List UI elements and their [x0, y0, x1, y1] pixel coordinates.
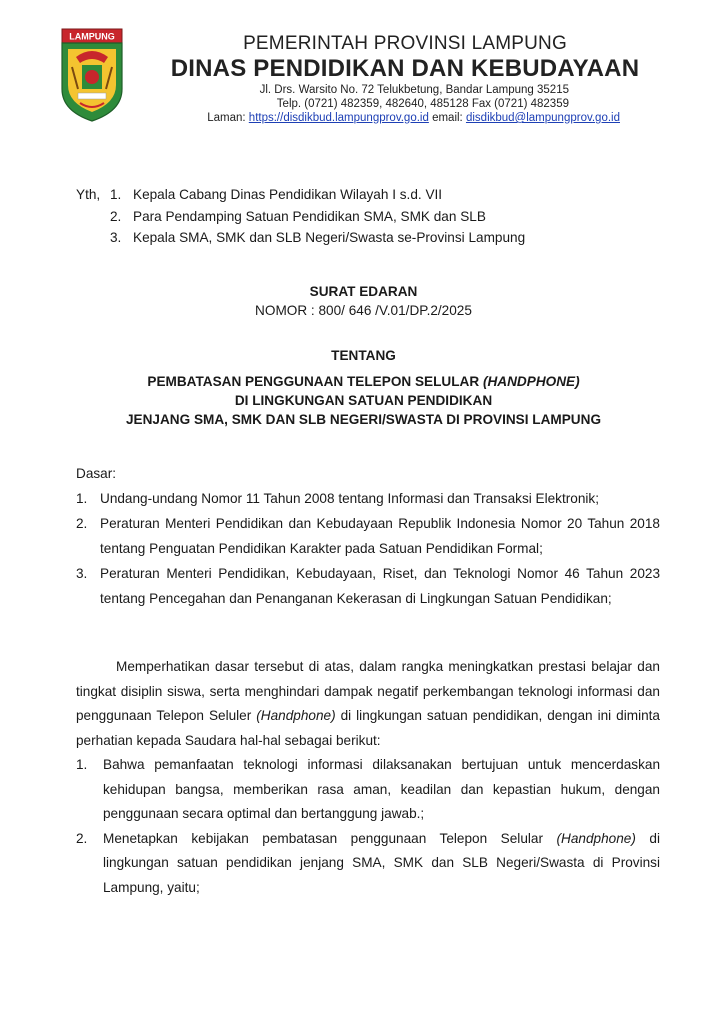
subject-line-2: DI LINGKUNGAN SATUAN PENDIDIKAN	[234, 393, 493, 408]
recipient-row	[76, 227, 636, 249]
list-item	[76, 753, 660, 827]
point2-text-a: Menetapkan kebijakan pembatasan penggunaan Telepon Selular	[103, 830, 557, 846]
list-text: Bahwa pemanfaatan teknologi informasi dilaksanakan bertujuan untuk mencerdaskan kehidupan bangsa, memberikan rasa aman, keadilan dan kepastian hukum, dengan penggunaan secara optimal dan bertanggung jawab.;	[103, 757, 660, 821]
phone-line: Telp. (0721) 482359, 482640, 485128 Fax (0721) 482359	[276, 98, 569, 110]
web-label: Laman:	[207, 112, 246, 124]
subject-line-3: JENJANG SMA, SMK DAN SLB NEGERI/SWASTA DI PROVINSI LAMPUNG	[125, 412, 602, 427]
recipient-row	[76, 206, 636, 228]
government-name: PEMERINTAH PROVINSI LAMPUNG	[243, 33, 567, 54]
basis-heading: Dasar:	[76, 466, 117, 481]
logo-label: LAMPUNG	[69, 31, 115, 42]
recipients	[76, 184, 636, 249]
list-num: 1.	[76, 757, 88, 772]
intro-italic: (Handphone)	[256, 708, 336, 723]
body-section	[76, 655, 660, 900]
list-item	[76, 561, 660, 611]
province-logo	[58, 27, 126, 123]
intro-paragraph	[76, 655, 660, 753]
list-num: 2.	[76, 830, 88, 846]
email-link[interactable]: disdikbud@lampungprov.go.id	[465, 112, 620, 124]
website-link[interactable]: https://disdikbud.lampungprov.go.id	[248, 112, 429, 124]
subject-line-1-text: PEMBATASAN PENGGUNAAN TELEPON SELULAR	[147, 374, 483, 389]
recipient-text: Kepala Cabang Dinas Pendidikan Wilayah I s.d. VII	[133, 187, 443, 202]
list-num: 3.	[76, 566, 88, 581]
circular-heading	[0, 282, 727, 320]
list-item	[76, 486, 660, 511]
recipient-num: 3.	[110, 230, 122, 245]
subject-line-1	[0, 372, 727, 391]
list-text: Undang-undang Nomor 11 Tahun 2008 tentang Informasi dan Transaksi Elektronik;	[100, 491, 599, 506]
contact-line	[140, 111, 670, 125]
point2-italic: (Handphone)	[556, 830, 636, 846]
list-item	[76, 511, 660, 561]
recipient-text: Para Pendamping Satuan Pendidikan SMA, SMK dan SLB	[133, 208, 486, 224]
recipient-row	[76, 184, 636, 206]
recipient-num: 1.	[110, 187, 122, 202]
list-text	[103, 827, 660, 901]
list-item	[76, 827, 660, 901]
department-name: DINAS PENDIDIKAN DAN KEBUDAYAAN	[170, 55, 640, 82]
email-label: email:	[432, 112, 463, 124]
list-num: 1.	[76, 491, 88, 506]
list-num: 2.	[76, 516, 88, 531]
list-text: Peraturan Menteri Pendidikan dan Kebudayaan Republik Indonesia Nomor 20 Tahun 2018 tentang Penguatan Pendidikan Karakter pada Satuan Pendidikan Formal;	[100, 516, 660, 556]
circular-number: NOMOR : 800/ 646 /V.01/DP.2/2025	[255, 303, 472, 318]
subject-heading: TENTANG	[331, 348, 396, 363]
subject-block	[0, 346, 727, 429]
address: Jl. Drs. Warsito No. 72 Telukbetung, Bandar Lampung 35215	[259, 84, 569, 96]
recipient-text: Kepala SMA, SMK dan SLB Negeri/Swasta se-Provinsi Lampung	[133, 230, 526, 245]
point2-text-b: di lingkungan satuan pendidikan jenjang SMA, SMK dan SLB Negeri/Swasta di Provinsi Lampung, yaitu;	[103, 830, 660, 895]
list-text: Peraturan Menteri Pendidikan, Kebudayaan, Riset, dan Teknologi Nomor 46 Tahun 2023 tentang Pencegahan dan Penanganan Kekerasan di Lingkungan Satuan Pendidikan;	[100, 566, 660, 606]
intro-text-a: Memperhatikan dasar tersebut di atas, dalam rangka meningkatkan prestasi belajar dan tingkat disiplin siswa, serta menghindari dampak negatif perkembangan teknologi informasi dan penggunaan Telepon Seluler	[76, 659, 660, 723]
circular-title: SURAT EDARAN	[309, 284, 418, 299]
recipients-lead: Yth,	[76, 187, 101, 202]
letterhead	[140, 33, 670, 125]
subject-line-1-italic: (HANDPHONE)	[482, 374, 580, 389]
intro-text-b: di lingkungan satuan pendidikan, dengan ini diminta perhatian kepada Saudara hal-hal sebagai berikut:	[76, 708, 660, 748]
basis-section	[76, 461, 660, 611]
recipient-num: 2.	[110, 208, 122, 224]
